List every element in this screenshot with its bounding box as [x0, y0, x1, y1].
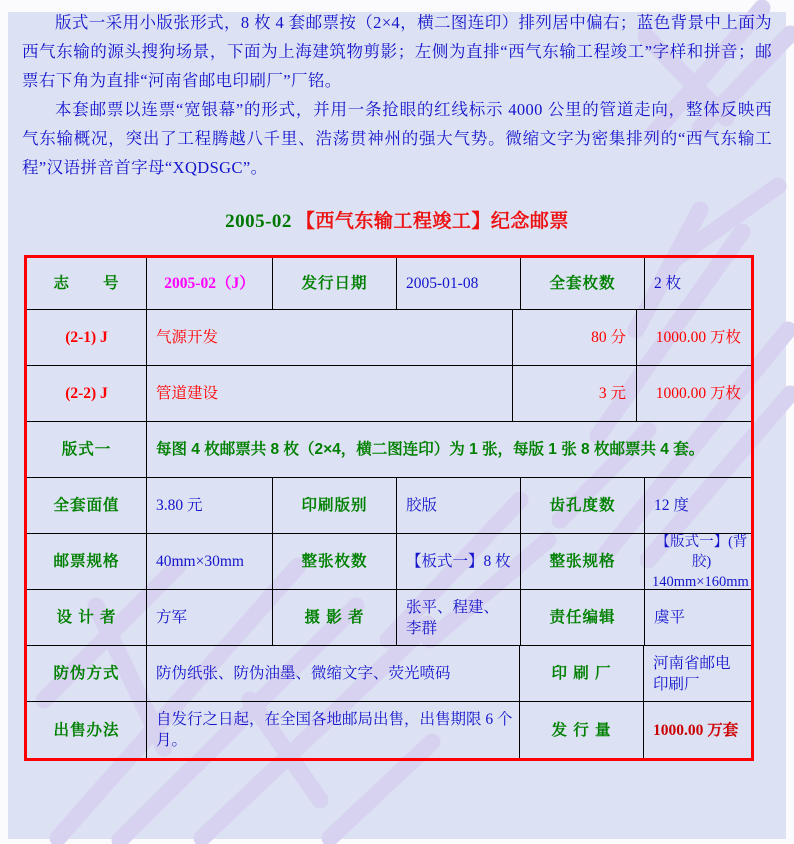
cell-face-value: 3.80 元: [147, 478, 273, 533]
cell-volume-value: 1000.00 万套: [653, 721, 739, 739]
cell-security-label: 防伪方式: [27, 646, 147, 701]
cell-sale-method-label: 出售办法: [27, 702, 147, 758]
cell-stamp-size-label: 邮票规格: [27, 534, 147, 589]
sheet-size-line-1: 【版式一】(背胶): [655, 534, 748, 570]
cell-issue-number-label: 志 号: [27, 258, 147, 309]
title-issue-code: 2005-02: [225, 211, 292, 232]
cell-designer-label: 设 计 者: [27, 590, 147, 645]
cell-set-count-value: 2 枚: [654, 275, 682, 292]
cell-photographer-label: 摄 影 者: [273, 590, 397, 645]
cell-editor-value: 虞平: [654, 609, 686, 626]
cell-print-type-label: 印刷版别: [273, 478, 397, 533]
cell-printer-value: 河南省邮电印刷厂: [653, 654, 731, 693]
cell-stamp1-name: 气源开发: [147, 310, 513, 365]
table-row-security: [27, 646, 751, 702]
cell-designer-value: 方军: [147, 590, 273, 645]
cell-sheet-count-value: 【板式一】8 枚: [397, 534, 521, 589]
cell-format-label: 版式一: [27, 422, 147, 477]
cell-stamp1-denomination: 80 分: [513, 310, 637, 365]
cell-issue-number-value: 2005-02（J）: [147, 258, 273, 309]
cell-face-value-label: 全套面值: [27, 478, 147, 533]
cell-print-type-value: 胶版: [397, 478, 521, 533]
cell-set-count-label: 全套枚数: [521, 258, 645, 309]
cell-stamp1-quantity: 1000.00 万枚: [655, 329, 741, 346]
cell-security-value: 防伪纸张、防伪油墨、微缩文字、荧光喷码: [147, 646, 520, 701]
cell-perforation-value: 12 度: [654, 497, 689, 514]
table-row-stamp-1: [27, 310, 751, 366]
table-row-format: [27, 422, 751, 478]
cell-stamp-size-value: 40mm×30mm: [147, 534, 273, 589]
cell-format-value: 每图 4 枚邮票共 8 枚（2×4，横二图连印）为 1 张，每版 1 张 8 枚邮票共 4 套。: [156, 441, 705, 458]
cell-printer-label: 印 刷 厂: [520, 646, 644, 701]
cell-issue-date-label: 发行日期: [273, 258, 397, 309]
intro-paragraph-1: 版式一采用小版张形式，8 枚 4 套邮票按（2×4，横二图连印）排列居中偏右；蓝色背景中上面为西气东输的源头搜狗场景，下面为上海建筑物剪影；左侧为直排“西气东输工程竣工”字样和拼音；邮票右下角为直排“河南省邮电印刷厂”厂铭。: [22, 13, 772, 90]
table-row-stamp-size: [27, 534, 751, 590]
cell-stamp2-name: 管道建设: [147, 366, 513, 421]
stamp-info-table: [24, 255, 754, 761]
cell-sheet-size-value: [645, 534, 751, 589]
cell-stamp2-serial: (2-2) J: [27, 366, 147, 421]
table-row-face-value: [27, 478, 751, 534]
table-row-issue: [27, 258, 751, 310]
cell-issue-date-value: 2005-01-08: [397, 258, 521, 309]
cell-stamp2-denomination: 3 元: [513, 366, 637, 421]
page-title: [0, 206, 794, 233]
table-row-designer: [27, 590, 751, 646]
cell-volume-label: 发 行 量: [520, 702, 644, 758]
table-row-stamp-2: [27, 366, 751, 422]
cell-perforation-label: 齿孔度数: [521, 478, 645, 533]
cell-photographer-value: 张平、程建、李群: [397, 590, 521, 645]
cell-sheet-count-label: 整张枚数: [273, 534, 397, 589]
cell-stamp1-serial: (2-1) J: [27, 310, 147, 365]
cell-sale-method-value: 自发行之日起，在全国各地邮局出售，出售期限 6 个月。: [147, 702, 520, 758]
intro-paragraph-2: 本套邮票以连票“宽银幕”的形式，并用一条抢眼的红线标示 4000 公里的管道走向，整体反映西气东输概况，突出了工程腾越八千里、浩荡贯神州的强大气势。微缩文字为密集排列的“西气东输工程”汉语拼音首字母“XQDSGC”。: [22, 100, 772, 177]
cell-editor-label: 责任编辑: [521, 590, 645, 645]
title-issue-name: 【西气东输工程竣工】纪念邮票: [295, 211, 569, 232]
sheet-size-line-2: 140mm×160mm: [652, 573, 749, 589]
cell-sheet-size-label: 整张规格: [521, 534, 645, 589]
table-row-sale: [27, 702, 751, 758]
cell-stamp2-quantity: 1000.00 万枚: [655, 385, 741, 402]
